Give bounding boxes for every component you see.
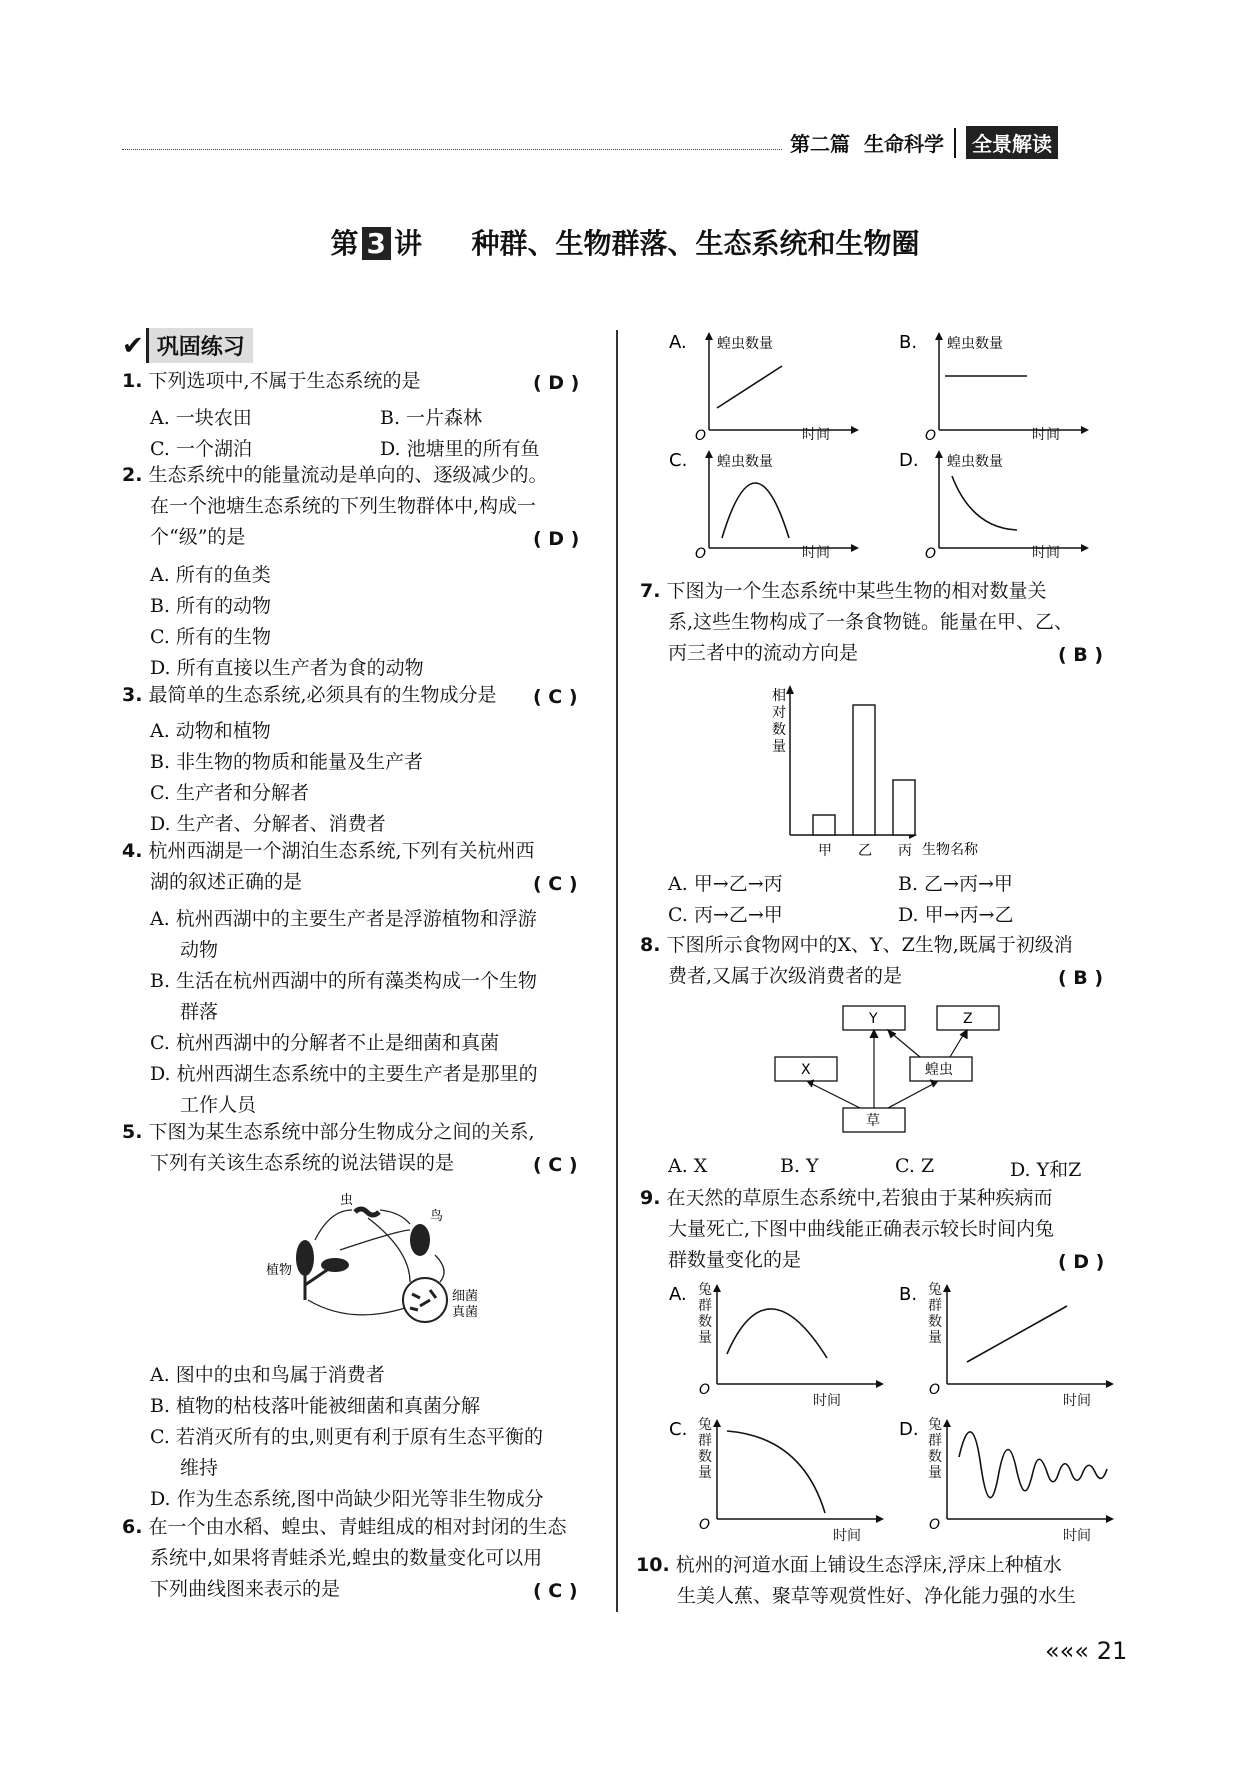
bar-1	[813, 815, 835, 835]
page-number: ««« 21	[1045, 1637, 1128, 1665]
label-fungi: 真菌	[452, 1305, 479, 1320]
q3-option-d: D. 生产者、分解者、消费者	[150, 813, 386, 835]
svg-text:A.: A.	[669, 332, 687, 353]
svg-text:C.: C.	[669, 450, 688, 471]
arrow-plant-bird	[340, 1230, 410, 1250]
label-bacteria: 细菌	[452, 1289, 479, 1304]
svg-text:X: X	[801, 1062, 811, 1078]
bar-3	[893, 780, 915, 835]
q4-option-d: D. 杭州西湖生态系统中的主要生产者是那里的	[150, 1063, 538, 1085]
q3-option-a: A. 动物和植物	[150, 720, 271, 742]
bar-label-3: 丙	[898, 843, 912, 859]
q8-stem: 8. 下图所示食物网中的X、Y、Z生物,既属于初级消	[640, 934, 1073, 956]
q7-bar-chart	[740, 680, 1000, 860]
curve-rising	[717, 366, 782, 408]
q5-option-c: C. 若消灭所有的虫,则更有利于原有生态平衡的	[150, 1426, 543, 1448]
q6-graphs: A. 蝗虫数量 O 时间 B. 蝗虫数量 O 时间 C. 蝗虫数量 O 时间 D. 蝗虫数量 O 时间	[667, 330, 1250, 565]
q2-option-b: B. 所有的动物	[150, 595, 272, 617]
q8-option-a: A. X	[668, 1155, 708, 1177]
q7-answer: ( B )	[1058, 644, 1104, 666]
q6-stem-3: 下列曲线图来表示的是	[150, 1578, 341, 1600]
svg-text:蝗虫数量: 蝗虫数量	[947, 454, 1003, 470]
x-axis-label: 生物名称	[922, 842, 978, 858]
double-chevron-left-icon: «««	[1045, 1637, 1090, 1665]
q1-option-c: C. 一个湖泊	[150, 438, 252, 460]
q4-option-a-2: 动物	[180, 939, 219, 961]
y-label-1: 相	[772, 688, 786, 704]
label-plant: 植物	[266, 1263, 293, 1278]
svg-text:O: O	[925, 428, 937, 440]
q1-stem: 1. 下列选项中,不属于生态系统的是	[122, 370, 421, 392]
q3-option-b: B. 非生物的物质和能量及生产者	[150, 751, 424, 773]
q6-graph-b	[897, 330, 1107, 440]
q4-option-b-2: 群落	[180, 1001, 219, 1023]
label-insect: 虫	[340, 1193, 354, 1208]
q4-option-d-2: 工作人员	[180, 1094, 257, 1116]
q7-stem-3: 丙三者中的流动方向是	[668, 642, 859, 664]
food-web-diagram	[770, 1000, 1030, 1140]
q8-stem-2: 费者,又属于次级消费者的是	[668, 965, 903, 987]
svg-text:O: O	[925, 546, 937, 558]
q3-stem: 3. 最简单的生态系统,必须具有的生物成分是	[122, 684, 497, 706]
q10-stem: 10. 杭州的河道水面上铺设生态浮床,浮床上种植水	[636, 1554, 1062, 1576]
q8-option-b: B. Y	[780, 1155, 819, 1177]
y-label-2: 对	[772, 705, 786, 721]
header-part: 第二篇	[790, 132, 850, 156]
q6-graph-d	[897, 448, 1107, 558]
arrow-bird-decomposer	[435, 1255, 444, 1282]
svg-text:O: O	[699, 1382, 711, 1398]
q3-option-c: C. 生产者和分解者	[150, 782, 309, 804]
q8-option-c: C. Z	[895, 1155, 935, 1177]
bar-2	[853, 705, 875, 835]
q1-option-a: A. 一块农田	[150, 407, 252, 429]
q4-option-a: A. 杭州西湖中的主要生产者是浮游植物和浮游	[150, 908, 537, 930]
svg-text:蝗虫数量: 蝗虫数量	[717, 336, 773, 352]
svg-text:O: O	[695, 428, 707, 440]
q6-graph-c	[667, 448, 877, 558]
bird-icon	[410, 1224, 430, 1256]
q1-answer: ( D )	[533, 372, 580, 394]
q5-option-d: D. 作为生态系统,图中尚缺少阳光等非生物成分	[150, 1488, 544, 1510]
q6-stem-2: 系统中,如果将青蛙杀光,蝗虫的数量变化可以用	[150, 1547, 543, 1569]
q5-answer: ( C )	[533, 1154, 578, 1176]
q6-stem: 6. 在一个由水稻、蝗虫、青蛙组成的相对封闭的生态	[122, 1516, 567, 1538]
svg-text:Z: Z	[963, 1011, 973, 1027]
svg-text:C.: C.	[669, 1419, 688, 1440]
q4-answer: ( C )	[533, 873, 578, 895]
q8-answer: ( B )	[1058, 967, 1104, 989]
q2-stem-3: 个“级”的是	[150, 526, 246, 548]
q2-answer: ( D )	[533, 528, 580, 550]
arrow-decomposer-plant	[308, 1300, 405, 1315]
column-divider	[616, 330, 618, 1612]
q7-option-c: C. 丙→乙→甲	[668, 904, 783, 926]
svg-text:D.: D.	[899, 1419, 919, 1440]
arrow-insect-bird	[380, 1210, 410, 1224]
q9-stem-3: 群数量变化的是	[668, 1249, 802, 1271]
q9-graphs: A. O 兔群数量 时间 B. O 兔群数量 时间 C. O 兔群数量 时间 D. O 兔群数量 时间	[667, 1282, 1127, 1547]
label-bird: 鸟	[430, 1209, 444, 1224]
svg-text:O: O	[699, 1517, 711, 1533]
q2-option-a: A. 所有的鱼类	[150, 564, 271, 586]
curve-hump	[727, 1309, 827, 1358]
q9-answer: ( D )	[1058, 1251, 1105, 1273]
svg-text:O: O	[695, 546, 707, 558]
q7-stem-2: 系,这些生物构成了一条食物链。能量在甲、乙、	[668, 611, 1074, 633]
curve-decay	[952, 476, 1017, 530]
q5-stem-2: 下列有关该生态系统的说法错误的是	[150, 1152, 455, 1174]
q5-option-c-2: 维持	[180, 1457, 219, 1479]
q6-answer: ( C )	[533, 1580, 578, 1602]
svg-text:O: O	[929, 1517, 941, 1533]
bar-label-2: 乙	[858, 843, 872, 859]
q4-option-b: B. 生活在杭州西湖中的所有藻类构成一个生物	[150, 970, 538, 992]
running-header	[790, 126, 1058, 159]
q7-option-a: A. 甲→乙→丙	[668, 873, 783, 895]
svg-text:蝗虫数量: 蝗虫数量	[947, 336, 1003, 352]
curve-rising	[967, 1306, 1067, 1362]
chapter-number: 3	[362, 227, 391, 260]
decomposer-icon	[403, 1278, 447, 1322]
svg-text:A.: A.	[669, 1284, 687, 1305]
q4-stem-2: 湖的叙述正确的是	[150, 871, 303, 893]
q1-option-b: B. 一片森林	[380, 407, 483, 429]
q5-option-a: A. 图中的虫和鸟属于消费者	[150, 1364, 385, 1386]
plant-leaf-icon	[296, 1240, 314, 1276]
curve-oscillating	[959, 1432, 1107, 1498]
q6-graph-a	[667, 330, 877, 440]
q7-option-d: D. 甲→丙→乙	[898, 904, 1014, 926]
svg-text:B.: B.	[899, 1284, 918, 1305]
chapter-title-text: 种群、生物群落、生态系统和生物圈	[471, 227, 920, 260]
plant-leaf2-icon	[321, 1258, 349, 1272]
q2-option-c: C. 所有的生物	[150, 626, 271, 648]
svg-text:蝗虫: 蝗虫	[925, 1062, 953, 1078]
insect-icon	[355, 1209, 379, 1215]
svg-text:蝗虫数量: 蝗虫数量	[717, 454, 773, 470]
header-subject: 生命科学	[864, 132, 944, 156]
svg-text:草: 草	[866, 1113, 880, 1129]
header-divider	[954, 128, 956, 158]
ecosystem-figure	[260, 1190, 500, 1345]
checkmark-icon: ✔	[122, 330, 144, 361]
svg-text:D.: D.	[899, 450, 919, 471]
curve-hump	[722, 483, 789, 538]
y-label-3: 数	[772, 722, 786, 738]
section-heading: ✔ 巩固练习	[122, 328, 253, 363]
bar-label-1: 甲	[818, 843, 832, 859]
q2-stem-2: 在一个池塘生态系统的下列生物群体中,构成一	[150, 495, 537, 517]
arrow-insect-decomposer	[368, 1218, 410, 1282]
q5-stem: 5. 下图为某生态系统中部分生物成分之间的关系,	[122, 1121, 535, 1143]
svg-text:O: O	[929, 1382, 941, 1398]
q9-stem: 9. 在天然的草原生态系统中,若狼由于某种疾病而	[640, 1187, 1053, 1209]
q7-option-b: B. 乙→丙→甲	[898, 873, 1013, 895]
curve-decline	[727, 1431, 825, 1513]
q9-stem-2: 大量死亡,下图中曲线能正确表示较长时间内兔	[668, 1218, 1055, 1240]
q1-option-d: D. 池塘里的所有鱼	[380, 438, 540, 460]
q10-stem-2: 生美人蕉、聚草等观赏性好、净化能力强的水生	[677, 1585, 1077, 1607]
q7-stem: 7. 下图为一个生态系统中某些生物的相对数量关	[640, 580, 1047, 602]
y-label-4: 量	[772, 739, 786, 755]
q8-option-d: D. Y和Z	[1010, 1159, 1082, 1181]
q3-answer: ( C )	[533, 686, 578, 708]
svg-text:B.: B.	[899, 332, 918, 353]
q2-option-d: D. 所有直接以生产者为食的动物	[150, 657, 424, 679]
chapter-title: 第 3 讲 种群、生物群落、生态系统和生物圈	[330, 227, 920, 260]
q5-option-b: B. 植物的枯枝落叶能被细菌和真菌分解	[150, 1395, 481, 1417]
arrow-plant-insect	[315, 1210, 352, 1240]
svg-text:Y: Y	[869, 1011, 878, 1027]
q4-stem: 4. 杭州西湖是一个湖泊生态系统,下列有关杭州西	[122, 840, 535, 862]
q4-option-c: C. 杭州西湖中的分解者不止是细菌和真菌	[150, 1032, 499, 1054]
header-rule	[122, 149, 782, 150]
q2-stem: 2. 生态系统中的能量流动是单向的、逐级减少的。	[122, 464, 548, 486]
header-tag: 全景解读	[966, 126, 1058, 159]
